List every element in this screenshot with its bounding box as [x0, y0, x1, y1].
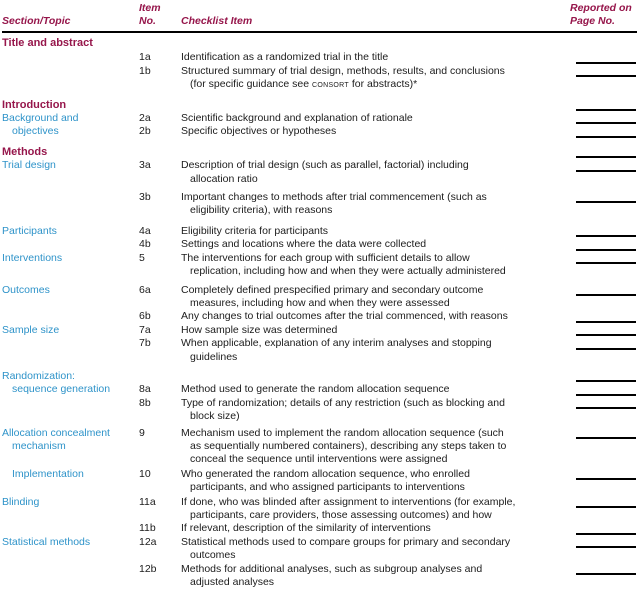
checklist-row — [2, 397, 637, 410]
page-no-blank-line — [576, 262, 636, 264]
page-no-blank-line — [576, 321, 636, 323]
header-item-no-line1: Item — [139, 2, 161, 14]
checklist-item-text: The interventions for each group with sufficient details to allow — [181, 251, 470, 264]
checklist-row — [2, 383, 637, 396]
checklist-row — [2, 310, 637, 323]
reported-page-cell — [570, 51, 637, 64]
reported-page-cell — [570, 159, 637, 172]
header-reported-line2: Page No. — [570, 15, 615, 27]
reported-page-cell — [570, 310, 637, 323]
checklist-row — [2, 481, 637, 494]
checklist-item-text: Completely defined prespecified primary and secondary outcome — [181, 283, 484, 296]
item-number: 4a — [139, 224, 151, 237]
checklist-item-text: Important changes to methods after trial commencement (such as — [181, 191, 487, 204]
checklist-row — [2, 173, 637, 186]
checklist-row — [2, 284, 637, 297]
section-row — [2, 146, 637, 159]
table-header — [2, 2, 637, 28]
header-item-no-line2: No. — [139, 15, 156, 27]
reported-page-cell — [570, 146, 637, 159]
checklist-item-text: replication, including how and when they were actually administered — [190, 265, 506, 278]
reported-page-cell — [570, 549, 637, 562]
reported-page-cell — [570, 410, 637, 423]
checklist-row — [2, 297, 637, 310]
reported-page-cell — [570, 78, 637, 91]
reported-page-cell — [570, 440, 637, 453]
page-no-blank-line — [576, 249, 636, 251]
reported-page-cell — [570, 252, 637, 265]
reported-page-cell — [570, 576, 637, 589]
item-number: 2b — [139, 125, 151, 138]
section-row — [2, 99, 637, 112]
checklist-row — [2, 370, 637, 383]
checklist-row — [2, 51, 637, 64]
item-number: 8a — [139, 383, 151, 396]
reported-page-cell — [570, 204, 637, 217]
item-number: 12b — [139, 562, 157, 575]
checklist-row — [2, 427, 637, 440]
reported-page-cell — [570, 225, 637, 238]
checklist-row — [2, 468, 637, 481]
checklist-item-text: participants, care providers, those assessing outcomes) and how — [190, 509, 492, 521]
checklist-item-text: guidelines — [190, 350, 238, 363]
page-no-blank-line — [576, 394, 636, 396]
checklist-item-text: Statistical methods used to compare groups for primary and secondary — [181, 535, 511, 548]
checklist-item-text: Type of randomization; details of any restriction (such as blocking and — [181, 396, 505, 409]
item-number: 7a — [139, 323, 151, 336]
page-no-blank-line — [576, 62, 636, 64]
item-number: 7b — [139, 337, 151, 350]
header-row-2 — [2, 15, 637, 28]
checklist-row — [2, 453, 637, 466]
checklist-row — [2, 238, 637, 251]
checklist-row — [2, 549, 637, 562]
topic-label: Implementation — [12, 467, 84, 480]
checklist-row — [2, 337, 637, 350]
reported-page-cell — [570, 383, 637, 396]
item-number: 4b — [139, 238, 151, 251]
item-number: 10 — [139, 467, 151, 480]
checklist-item-text-post: for abstracts)* — [348, 78, 418, 91]
topic-label: Outcomes — [2, 283, 50, 296]
checklist-rows — [2, 37, 637, 589]
checklist-item-text: Description of trial design (such as parallel, factorial) including — [181, 159, 469, 172]
reported-page-cell — [570, 563, 637, 576]
page-no-blank-line — [576, 235, 636, 237]
checklist-row — [2, 225, 637, 238]
checklist-row — [2, 509, 637, 522]
reported-page-cell — [570, 191, 637, 204]
item-number: 6a — [139, 283, 151, 296]
topic-label: Blinding — [2, 495, 40, 508]
checklist-row — [2, 410, 637, 423]
item-number: 8b — [139, 396, 151, 409]
page-no-blank-line — [576, 437, 636, 439]
checklist-row — [2, 324, 637, 337]
item-number: 1a — [139, 51, 151, 64]
reported-page-cell — [570, 509, 637, 522]
header-rule — [2, 31, 637, 33]
checklist-item-text: outcomes — [190, 549, 236, 562]
page-no-blank-line — [576, 407, 636, 409]
page-no-blank-line — [576, 506, 636, 508]
page-no-blank-line — [576, 380, 636, 382]
checklist-item-text: Specific objectives or hypotheses — [181, 125, 337, 138]
reported-page-cell — [570, 481, 637, 494]
checklist-item-text: Methods for additional analyses, such as subgroup analyses and — [181, 562, 483, 575]
page-no-blank-line — [576, 156, 636, 158]
page-no-blank-line — [576, 294, 636, 296]
page-no-blank-line — [576, 136, 636, 138]
topic-label: Trial design — [2, 159, 56, 172]
checklist-row — [2, 191, 637, 204]
page-no-blank-line — [576, 478, 636, 480]
checklist-item-text: Structured summary of trial design, methods, results, and conclusions — [181, 64, 505, 77]
section-header: Introduction — [2, 98, 67, 111]
page-no-blank-line — [576, 122, 636, 124]
page-no-blank-line — [576, 109, 636, 111]
topic-label: objectives — [12, 125, 59, 138]
item-number: 5 — [139, 251, 145, 264]
item-number: 3b — [139, 191, 151, 204]
page-no-blank-line — [576, 546, 636, 548]
topic-label: Statistical methods — [2, 535, 91, 548]
checklist-item-text: Method used to generate the random allocation sequence — [181, 383, 450, 396]
checklist-item-text — [181, 78, 570, 91]
reported-page-cell — [570, 468, 637, 481]
reported-page-cell — [570, 173, 637, 186]
checklist-item-text: Who generated the random allocation sequence, who enrolled — [181, 467, 470, 480]
header-row-1 — [2, 2, 637, 15]
checklist-item-text: How sample size was determined — [181, 323, 338, 336]
reported-page-cell — [570, 65, 637, 78]
header-checklist-item: Checklist Item — [181, 15, 253, 27]
reported-page-cell — [570, 337, 637, 350]
item-number: 11a — [139, 495, 156, 508]
consort-smallcaps: consort — [311, 78, 349, 91]
reported-page-cell — [570, 265, 637, 278]
reported-page-cell — [570, 536, 637, 549]
topic-label: Background and — [2, 112, 79, 125]
reported-page-cell — [570, 112, 637, 125]
checklist-item-text: Any changes to trial outcomes after the trial commenced, with reasons — [181, 310, 508, 323]
header-reported-line1: Reported on — [570, 2, 632, 14]
checklist-row — [2, 204, 637, 217]
item-number: 11b — [139, 522, 156, 535]
checklist-item-text: If done, who was blinded after assignment to interventions (for example, — [181, 495, 516, 508]
section-row — [2, 37, 637, 50]
topic-label: mechanism — [12, 439, 66, 452]
checklist-item-text: conceal the sequence until interventions were assigned — [190, 453, 448, 466]
checklist-item-text: Eligibility criteria for participants — [181, 224, 329, 237]
reported-page-cell — [570, 284, 637, 297]
page-no-blank-line — [576, 75, 636, 77]
header-section-topic: Section/Topic — [2, 15, 71, 27]
checklist-item-text: Mechanism used to implement the random allocation sequence (such — [181, 426, 504, 439]
checklist-item-text-pre: (for specific guidance see — [190, 78, 312, 91]
topic-label: sequence generation — [12, 383, 111, 396]
reported-page-cell — [570, 37, 637, 50]
reported-page-cell — [570, 351, 637, 364]
checklist-row — [2, 576, 637, 589]
checklist-item-text: allocation ratio — [190, 172, 258, 185]
item-number: 3a — [139, 159, 151, 172]
item-number: 12a — [139, 535, 157, 548]
reported-page-cell — [570, 370, 637, 383]
reported-page-cell — [570, 427, 637, 440]
checklist-row — [2, 496, 637, 509]
reported-page-cell — [570, 238, 637, 251]
item-number: 1b — [139, 64, 151, 77]
checklist-row — [2, 65, 637, 78]
page-no-blank-line — [576, 334, 636, 336]
checklist-item-text: When applicable, explanation of any interim analyses and stopping — [181, 337, 492, 350]
checklist-item-text: eligibility criteria), with reasons — [190, 204, 333, 217]
checklist-row — [2, 112, 637, 125]
reported-page-cell — [570, 297, 637, 310]
checklist-row — [2, 351, 637, 364]
checklist-item-text: Scientific background and explanation of rationale — [181, 112, 413, 125]
page-no-blank-line — [576, 348, 636, 350]
page-no-blank-line — [576, 573, 636, 575]
section-header: Title and abstract — [2, 37, 93, 49]
reported-page-cell — [570, 99, 637, 112]
topic-label: Sample size — [2, 323, 60, 336]
page-no-blank-line — [576, 533, 636, 535]
checklist-row — [2, 159, 637, 172]
checklist-row — [2, 252, 637, 265]
checklist-row — [2, 536, 637, 549]
checklist-item-text: Identification as a randomized trial in the title — [181, 51, 389, 64]
item-number: 6b — [139, 310, 151, 323]
page-no-blank-line — [576, 201, 636, 203]
section-header: Methods — [2, 145, 48, 158]
reported-page-cell — [570, 397, 637, 410]
checklist-row — [2, 522, 637, 535]
checklist-item-text: block size) — [190, 410, 240, 423]
checklist-row — [2, 563, 637, 576]
topic-label: Allocation concealment — [2, 426, 110, 439]
reported-page-cell — [570, 125, 637, 138]
checklist-row — [2, 125, 637, 138]
checklist-item-text: Settings and locations where the data were collected — [181, 238, 427, 251]
checklist-item-text: adjusted analyses — [190, 576, 275, 589]
page-no-blank-line — [576, 170, 636, 172]
checklist-item-text: If relevant, description of the similarity of interventions — [181, 522, 431, 535]
topic-label: Randomization: — [2, 369, 75, 382]
checklist-row — [2, 440, 637, 453]
checklist-item-text: measures, including how and when they were assessed — [190, 296, 450, 309]
checklist-row — [2, 78, 637, 91]
checklist-item-text: as sequentially numbered containers), describing any steps taken to — [190, 439, 507, 452]
topic-label: Interventions — [2, 251, 63, 264]
item-number: 2a — [139, 112, 151, 125]
topic-label: Participants — [2, 224, 57, 237]
checklist-row — [2, 265, 637, 278]
reported-page-cell — [570, 522, 637, 535]
reported-page-cell — [570, 496, 637, 509]
reported-page-cell — [570, 453, 637, 466]
item-number: 9 — [139, 426, 145, 439]
reported-page-cell — [570, 324, 637, 337]
checklist-item-text: participants, and who assigned participants to interventions — [190, 481, 465, 494]
